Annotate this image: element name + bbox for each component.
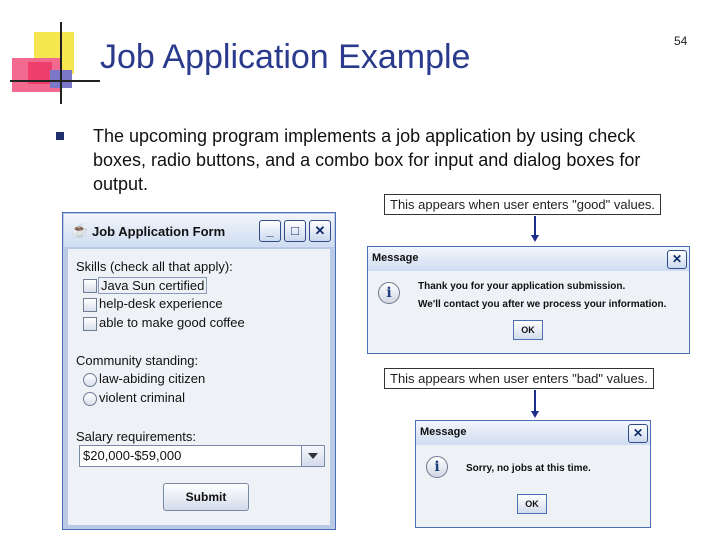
- message-dialog-good: [367, 246, 690, 354]
- checkbox-good-coffee[interactable]: [83, 317, 97, 331]
- dialog-titlebar[interactable]: [416, 421, 650, 445]
- bullet-square-icon: [56, 132, 64, 140]
- close-button[interactable]: [309, 220, 331, 242]
- arrow-down-icon: [531, 235, 539, 242]
- dialog-title: Message: [372, 252, 419, 264]
- skills-label: Skills (check all that apply):: [76, 259, 233, 274]
- radio-law-abiding[interactable]: [83, 373, 97, 387]
- arrow-bad-line: [534, 390, 536, 412]
- option-help-desk[interactable]: help-desk experience: [99, 296, 223, 311]
- salary-label: Salary requirements:: [76, 429, 196, 444]
- message-dialog-bad: [415, 420, 651, 528]
- option-good-coffee[interactable]: able to make good coffee: [99, 315, 245, 330]
- dialog-message-line2: We'll contact you after we process your information.: [418, 299, 667, 310]
- submit-button[interactable]: Submit: [163, 483, 249, 511]
- slide-title: Job Application Example: [100, 38, 471, 76]
- combo-dropdown-button[interactable]: [301, 446, 324, 466]
- decor-horizontal-line: [10, 80, 100, 82]
- close-icon: ✕: [671, 252, 683, 266]
- java-cup-icon: ☕: [71, 222, 89, 238]
- callout-bad-values: This appears when user enters "bad" values.: [384, 368, 654, 389]
- arrow-good-line: [534, 216, 536, 236]
- salary-combo-box[interactable]: [79, 445, 325, 467]
- callout-good-values: This appears when user enters "good" values.: [384, 194, 661, 215]
- page-number: 54: [674, 34, 688, 48]
- ok-button[interactable]: OK: [517, 494, 547, 514]
- chevron-down-icon: [308, 453, 318, 459]
- info-icon: i: [378, 282, 400, 304]
- window-title: Job Application Form: [92, 224, 226, 239]
- close-icon: ✕: [314, 223, 326, 238]
- radio-violent-criminal[interactable]: [83, 392, 97, 406]
- info-icon: i: [426, 456, 448, 478]
- bullet-text: The upcoming program implements a job application by using check boxes, radio buttons, and a combo box for input and dialog boxes for output.: [93, 126, 641, 194]
- option-violent-criminal[interactable]: violent criminal: [99, 390, 185, 405]
- dialog-close-button[interactable]: [628, 424, 648, 443]
- minimize-icon: _: [266, 223, 274, 238]
- option-java-certified[interactable]: Java Sun certified: [98, 277, 207, 294]
- arrow-down-icon: [531, 411, 539, 418]
- dialog-close-button[interactable]: [667, 250, 687, 269]
- salary-selected: $20,000-$59,000: [83, 448, 182, 463]
- maximize-button[interactable]: [284, 220, 306, 242]
- checkbox-java-certified[interactable]: [83, 279, 97, 293]
- standing-label: Community standing:: [76, 353, 199, 368]
- close-icon: ✕: [632, 426, 644, 440]
- dialog-message-line1: Thank you for your application submission.: [418, 281, 626, 292]
- checkbox-help-desk[interactable]: [83, 298, 97, 312]
- dialog-title: Message: [420, 426, 467, 438]
- job-application-window: [62, 212, 336, 530]
- window-titlebar[interactable]: [64, 214, 334, 247]
- ok-button[interactable]: OK: [513, 320, 543, 340]
- dialog-titlebar[interactable]: [368, 247, 689, 271]
- form-content: [68, 249, 330, 525]
- maximize-icon: □: [291, 223, 299, 238]
- minimize-button[interactable]: [259, 220, 281, 242]
- dialog-message-line1: Sorry, no jobs at this time.: [466, 463, 591, 474]
- decor-vertical-line: [60, 22, 62, 104]
- option-law-abiding[interactable]: law-abiding citizen: [99, 371, 206, 386]
